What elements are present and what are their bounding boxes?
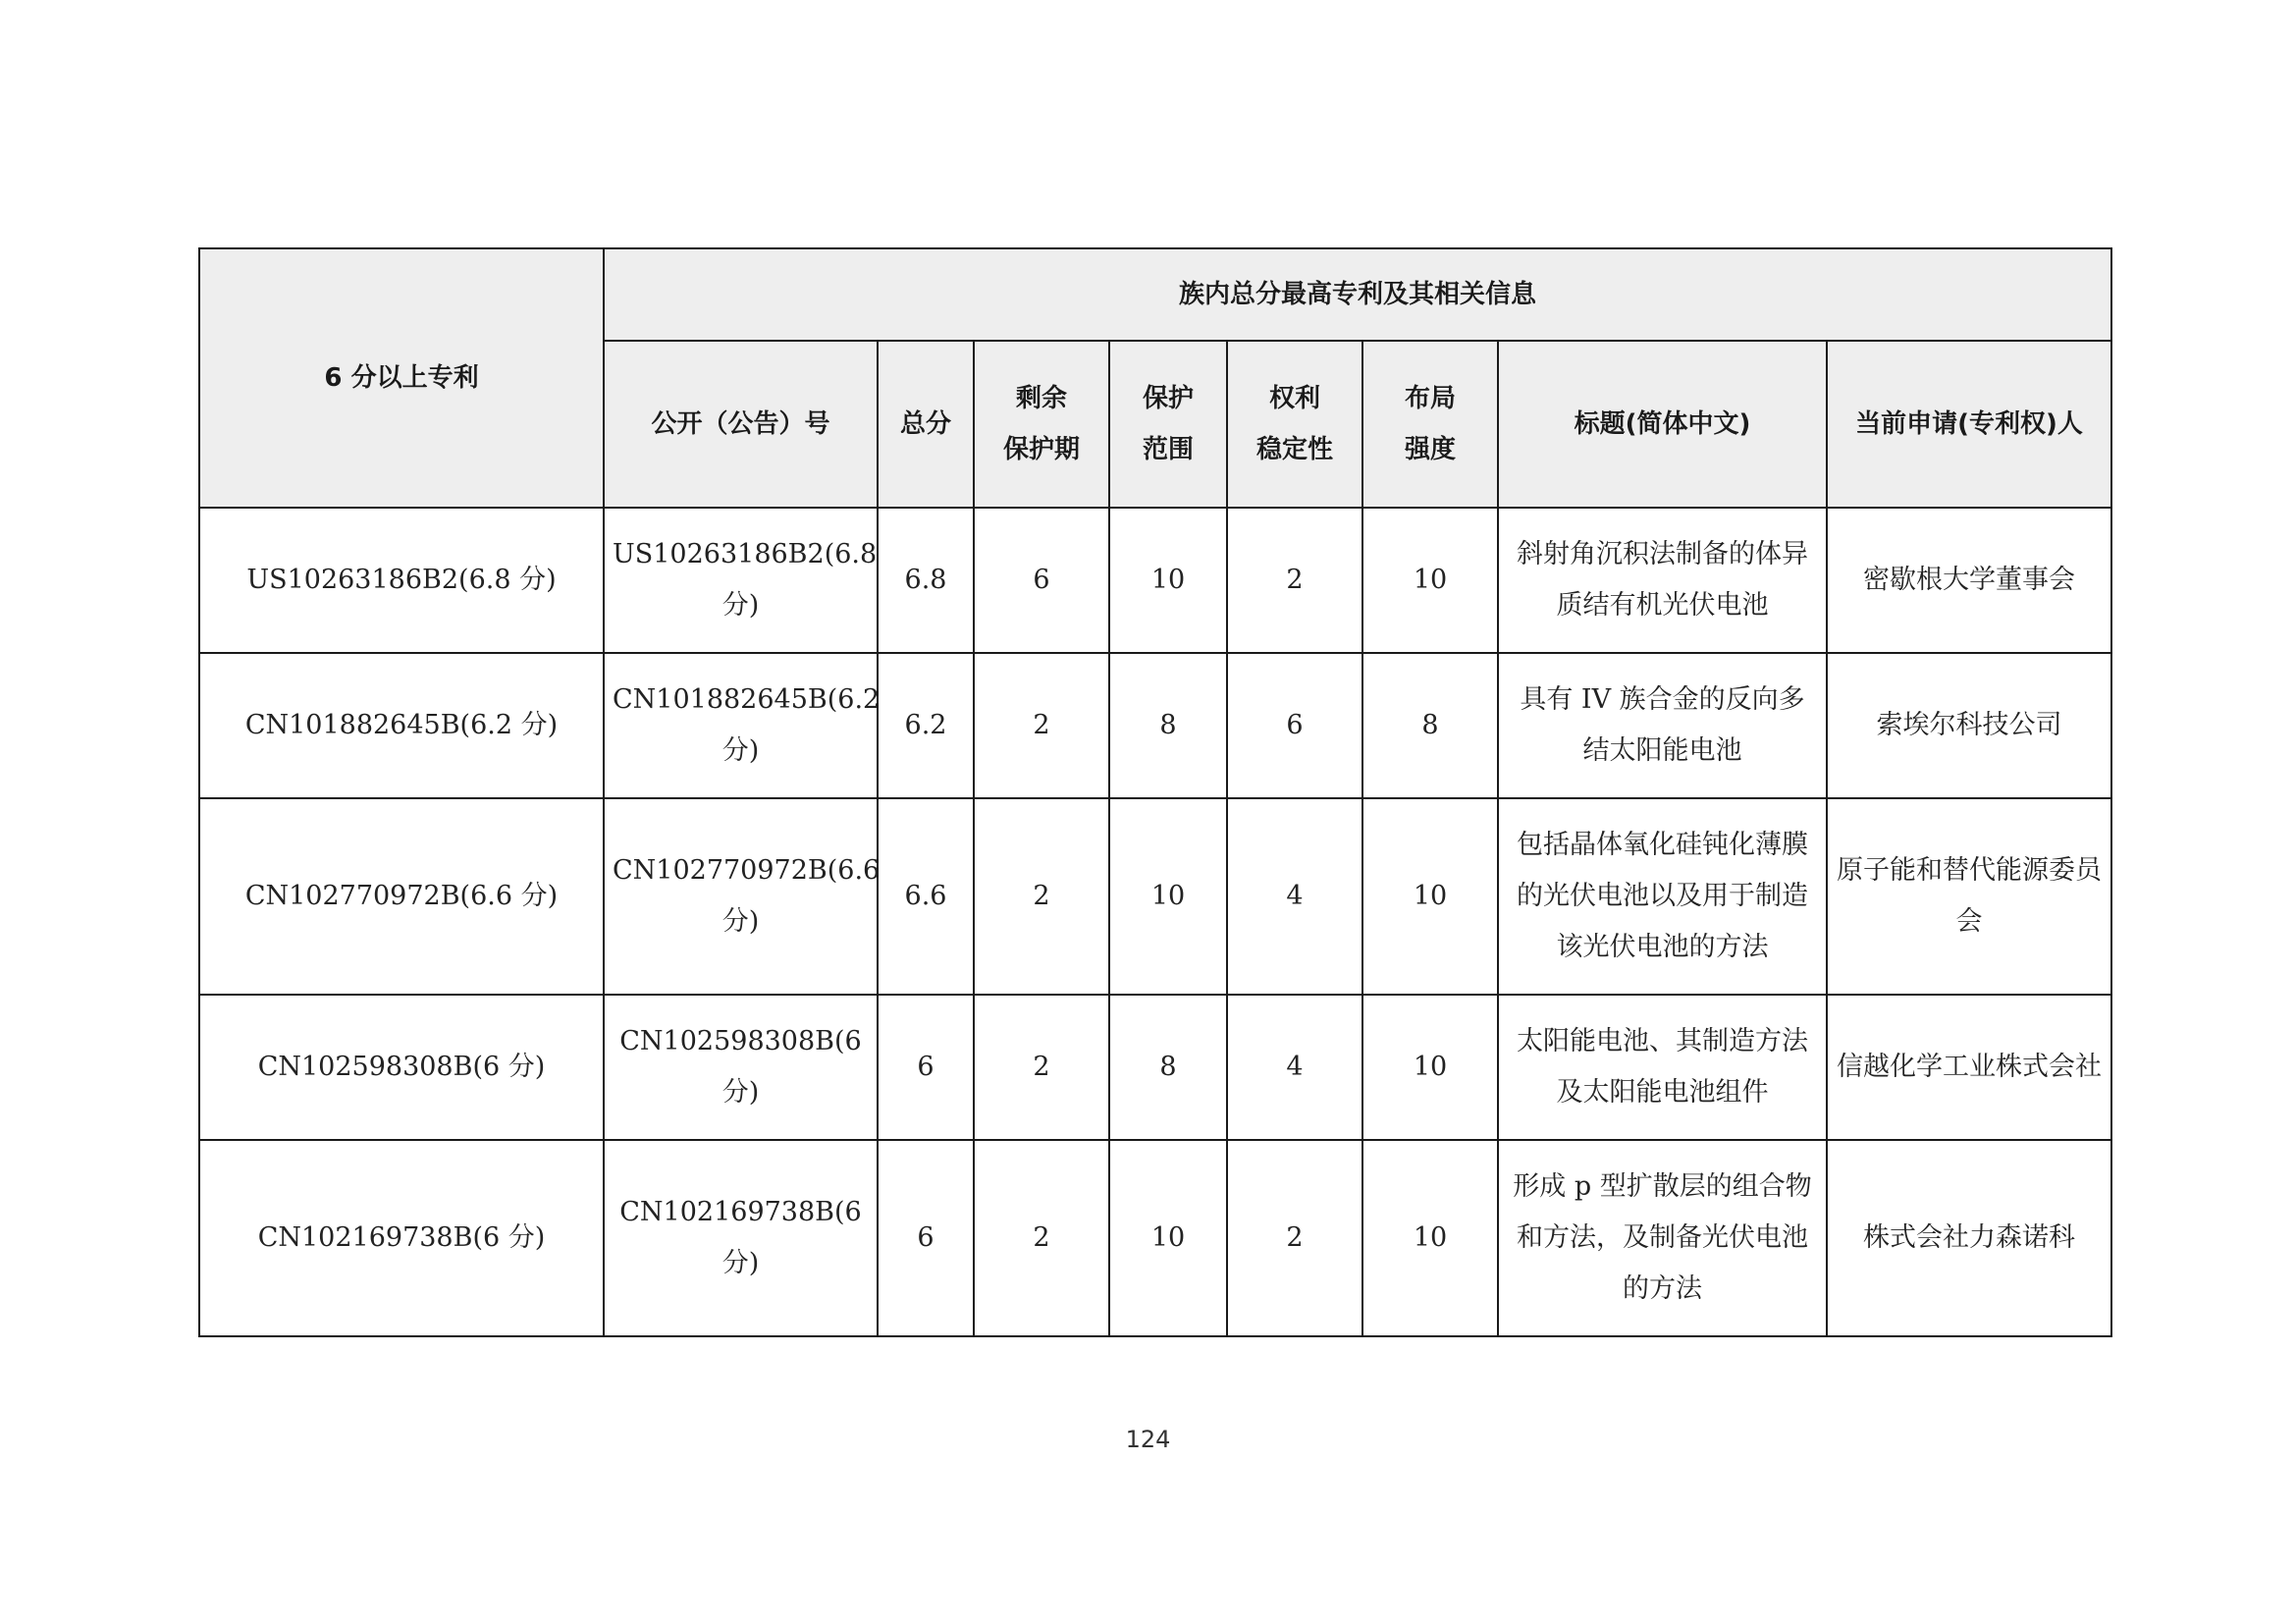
patent-table: [198, 247, 2112, 1337]
cell-remaining-protection: 2: [974, 995, 1109, 1140]
cell-patent: CN102169738B(6 分): [199, 1140, 604, 1336]
cell-publication-number: US10263186B2(6.8 分): [604, 508, 878, 653]
cell-protection-scope: 8: [1109, 995, 1227, 1140]
table-row: [199, 1140, 2111, 1336]
cell-applicant: 索埃尔科技公司: [1827, 653, 2111, 798]
cell-total-score: 6: [878, 995, 974, 1140]
page-number: 124: [1125, 1426, 1171, 1453]
cell-layout-strength: 10: [1362, 798, 1498, 995]
cell-protection-scope: 8: [1109, 653, 1227, 798]
cell-protection-scope: 10: [1109, 798, 1227, 995]
header-remaining-protection: [974, 341, 1109, 508]
header-current-applicant: 当前申请(专利权)人: [1827, 341, 2111, 508]
cell-remaining-protection: 6: [974, 508, 1109, 653]
header-remaining-line1: 剩余: [1015, 384, 1067, 413]
cell-title: 太阳能电池、其制造方法及太阳能电池组件: [1498, 995, 1827, 1140]
cell-right-stability: 4: [1227, 995, 1362, 1140]
header-stability-line1: 权利: [1268, 384, 1320, 413]
header-scope-line2: 范围: [1142, 435, 1194, 464]
cell-remaining-protection: 2: [974, 798, 1109, 995]
cell-remaining-protection: 2: [974, 1140, 1109, 1336]
header-right-stability: [1227, 341, 1362, 508]
cell-right-stability: 4: [1227, 798, 1362, 995]
header-publication-number: 公开（公告）号: [604, 341, 878, 508]
cell-title: 包括晶体氧化硅钝化薄膜的光伏电池以及用于制造该光伏电池的方法: [1498, 798, 1827, 995]
cell-protection-scope: 10: [1109, 508, 1227, 653]
cell-patent: CN101882645B(6.2 分): [199, 653, 604, 798]
cell-layout-strength: 10: [1362, 508, 1498, 653]
cell-applicant: 株式会社力森诺科: [1827, 1140, 2111, 1336]
header-layout-line2: 强度: [1404, 435, 1456, 464]
table-row: [199, 508, 2111, 653]
cell-publication-number: CN102598308B(6 分): [604, 995, 878, 1140]
cell-total-score: 6.2: [878, 653, 974, 798]
cell-title: 形成 p 型扩散层的组合物和方法，及制备光伏电池的方法: [1498, 1140, 1827, 1336]
header-total-score: 总分: [878, 341, 974, 508]
cell-applicant: 信越化学工业株式会社: [1827, 995, 2111, 1140]
header-patents-above-6: 6 分以上专利: [199, 248, 604, 508]
cell-patent: CN102598308B(6 分): [199, 995, 604, 1140]
cell-publication-number: CN102169738B(6 分): [604, 1140, 878, 1336]
cell-total-score: 6.8: [878, 508, 974, 653]
table-row: [199, 653, 2111, 798]
cell-title: 斜射角沉积法制备的体异质结有机光伏电池: [1498, 508, 1827, 653]
table-row: [199, 995, 2111, 1140]
header-protection-scope: [1109, 341, 1227, 508]
cell-patent: US10263186B2(6.8 分): [199, 508, 604, 653]
cell-patent: CN102770972B(6.6 分): [199, 798, 604, 995]
cell-right-stability: 6: [1227, 653, 1362, 798]
cell-layout-strength: 8: [1362, 653, 1498, 798]
table-row: [199, 798, 2111, 995]
cell-total-score: 6: [878, 1140, 974, 1336]
cell-publication-number: CN101882645B(6.2 分): [604, 653, 878, 798]
cell-layout-strength: 10: [1362, 995, 1498, 1140]
header-layout-strength: [1362, 341, 1498, 508]
cell-applicant: 密歇根大学董事会: [1827, 508, 2111, 653]
cell-title: 具有 IV 族合金的反向多结太阳能电池: [1498, 653, 1827, 798]
header-title-simplified-chinese: 标题(简体中文): [1498, 341, 1827, 508]
cell-protection-scope: 10: [1109, 1140, 1227, 1336]
header-stability-line2: 稳定性: [1255, 435, 1333, 464]
cell-right-stability: 2: [1227, 508, 1362, 653]
cell-remaining-protection: 2: [974, 653, 1109, 798]
cell-right-stability: 2: [1227, 1140, 1362, 1336]
header-scope-line1: 保护: [1142, 384, 1194, 413]
cell-total-score: 6.6: [878, 798, 974, 995]
header-layout-line1: 布局: [1404, 384, 1456, 413]
header-family-top-patent-info: 族内总分最高专利及其相关信息: [604, 248, 2111, 341]
cell-layout-strength: 10: [1362, 1140, 1498, 1336]
cell-applicant: 原子能和替代能源委员会: [1827, 798, 2111, 995]
cell-publication-number: CN102770972B(6.6 分): [604, 798, 878, 995]
header-remaining-line2: 保护期: [1002, 435, 1080, 464]
